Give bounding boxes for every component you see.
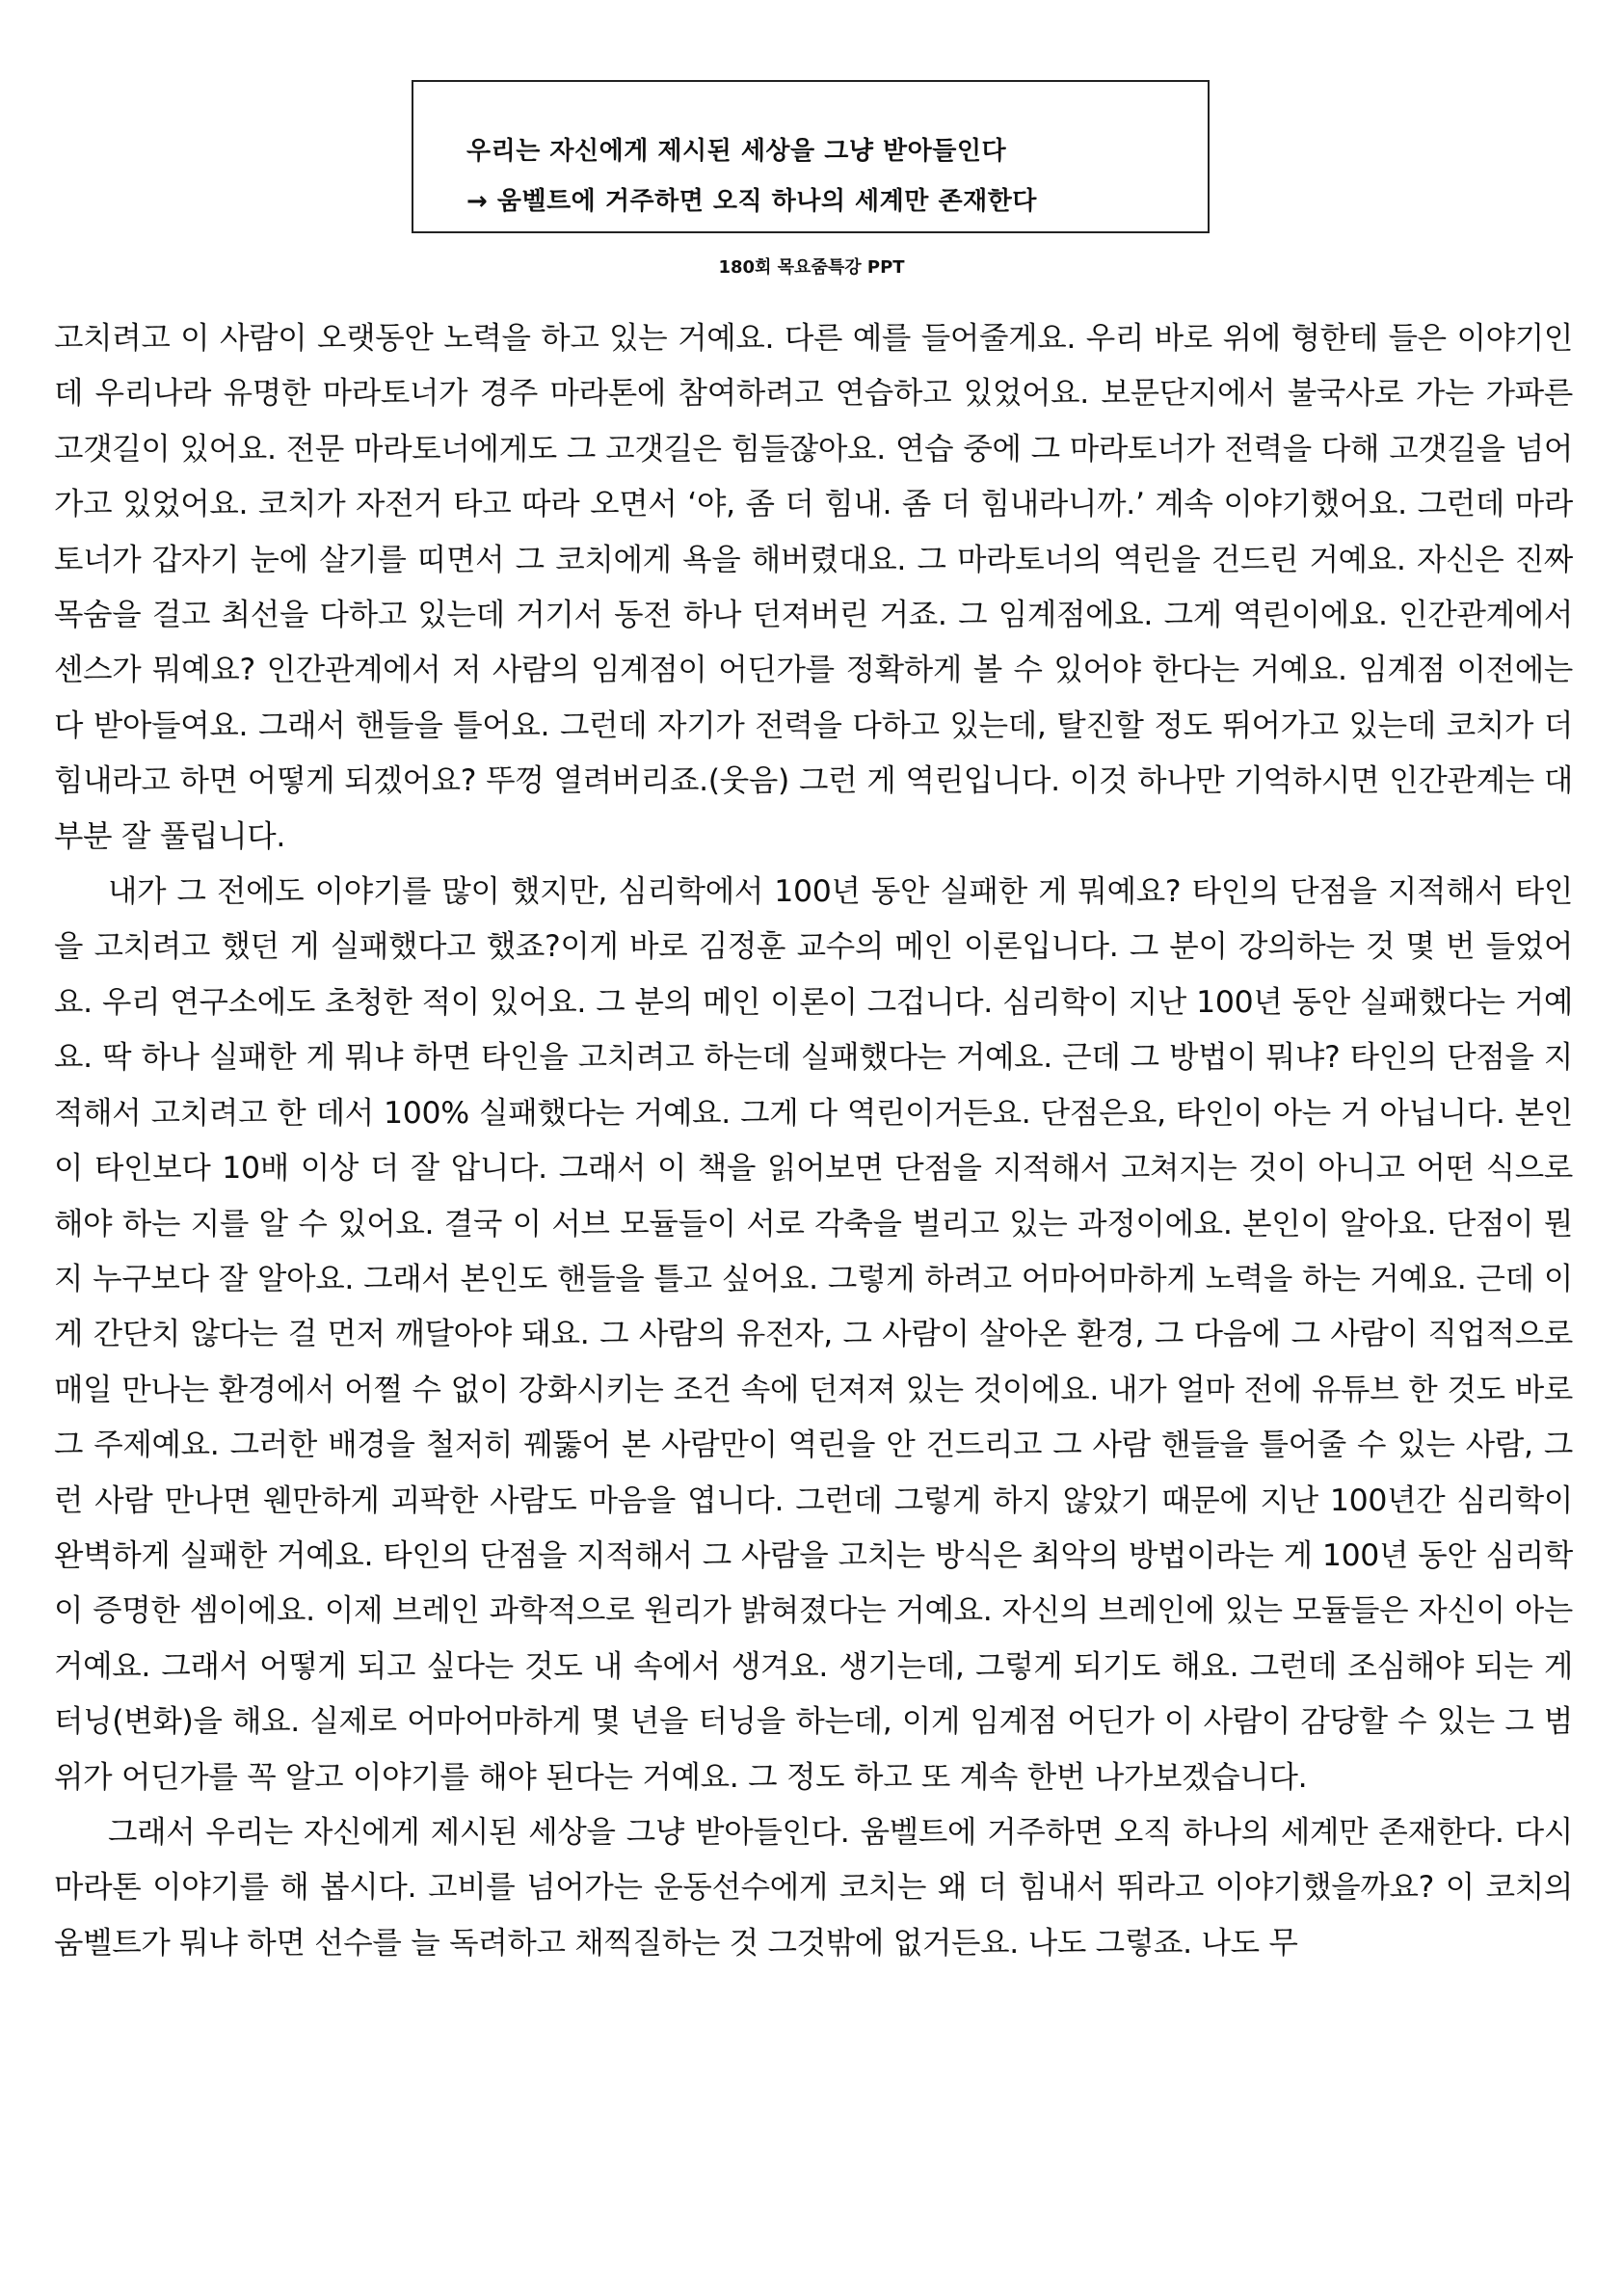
slide-caption: 180회 목요줌특강 PPT: [718, 257, 905, 278]
slide-line-1: 우리는 자신에게 제시된 세상을 그냥 받아들인다: [466, 137, 1007, 166]
slide-line-2: → 움벨트에 거주하면 오직 하나의 세계만 존재한다: [466, 187, 1037, 216]
paragraph-2: 내가 그 전에도 이야기를 많이 했지만, 심리학에서 100년 동안 실패한 게 뭐예요? 타인의 단점을 지적해서 타인을 고치려고 했던 게 실패했다고 했죠?이게 바로 김정훈 교수의 메인 이론입니다. 그 분이 강의하는 것 몇 번 들었어요. 우리 연구소에도 초청한 적이 있어요. 그 분의 메인 이론이 그겁니다. 심리학이 지난 100년 동안 실패했다는 거예요. 딱 하나 실패한 게 뭐냐 하면 타인을 고치려고 하는데 실패했다는 거예요. 근데 그 방법이 뭐냐? 타인의 단점을 지적해서 고치려고 한 데서 100% 실패했다는 거예요. 그게 다 역린이거든요. 단점은요, 타인이 아는 거 아닙니다. 본인이 타인보다 10배 이상 더 잘 압니다. 그래서 이 책을 읽어보면 단점을 지적해서 고쳐지는 것이 아니고 어떤 식으로 해야 하는 지를 알 수 있어요. 결국 이 서브 모듈들이 서로 각축을 벌리고 있는 과정이에요. 본인이 알아요. 단점이 뭔지 누구보다 잘 알아요. 그래서 본인도 핸들을 틀고 싶어요. 그렇게 하려고 어마어마하게 노력을 하는 거예요. 근데 이게 간단치 않다는 걸 먼저 깨달아야 돼요. 그 사람의 유전자, 그 사람이 살아온 환경, 그 다음에 그 사람이 직업적으로 매일 만나는 환경에서 어쩔 수 없이 강화시키는 조건 속에 던져져 있는 것이에요. 내가 얼마 전에 유튜브 한 것도 바로 그 주제예요. 그러한 배경을 철저히 꿰뚫어 본 사람만이 역린을 안 건드리고 그 사람 핸들을 틀어줄 수 있는 사람, 그런 사람 만나면 웬만하게 괴팍한 사람도 마음을 엽니다. 그런데 그렇게 하지 않았기 때문에 지난 100년간 심리학이 완벽하게 실패한 거예요. 타인의 단점을 지적해서 그 사람을 고치는 방식은 최악의 방법이라는 게 100년 동안 심리학이 증명한 셈이에요. 이제 브레인 과학적으로 원리가 밝혀졌다는 거예요. 자신의 브레인에 있는 모듈들은 자신이 아는 거예요. 그래서 어떻게 되고 싶다는 것도 내 속에서 생겨요. 생기는데, 그렇게 되기도 해요. 그런데 조심해야 되는 게 터닝(변화)을 해요. 실제로 어마어마하게 몇 년을 터닝을 하는데, 이게 임계점 어딘가 이 사람이 감당할 수 있는 그 범위가 어딘가를 꼭 알고 이야기를 해야 된다는 거예요. 그 정도 하고 또 계속 한번 나가보겠습니다.: [54, 874, 1573, 1795]
slide-quote-box: [412, 80, 1210, 233]
paragraph-3: 그래서 우리는 자신에게 제시된 세상을 그냥 받아들인다. 움벨트에 거주하면 오직 하나의 세계만 존재한다. 다시 마라톤 이야기를 해 봅시다. 고비를 넘어가는 운동선수에게 코치는 왜 더 힘내서 뛰라고 이야기했을까요? 이 코치의 움벨트가 뭐냐 하면 선수를 늘 독려하고 채찍질하는 것 그것밖에 없거든요. 나도 그렇죠. 나도 무: [54, 1814, 1573, 1961]
transcript-body: [54, 311, 1573, 1971]
paragraph-1: 고치려고 이 사람이 오랫동안 노력을 하고 있는 거예요. 다른 예를 들어줄게요. 우리 바로 위에 형한테 들은 이야기인데 우리나라 유명한 마라토너가 경주 마라톤에 참여하려고 연습하고 있었어요. 보문단지에서 불국사로 가는 가파른 고갯길이 있어요. 전문 마라토너에게도 그 고갯길은 힘들잖아요. 연습 중에 그 마라토너가 전력을 다해 고갯길을 넘어가고 있었어요. 코치가 자전거 타고 따라 오면서 ‘야, 좀 더 힘내. 좀 더 힘내라니까.’ 계속 이야기했어요. 그런데 마라토너가 갑자기 눈에 살기를 띠면서 그 코치에게 욕을 해버렸대요. 그 마라토너의 역린을 건드린 거예요. 자신은 진짜 목숨을 걸고 최선을 다하고 있는데 거기서 동전 하나 던져버린 거죠. 그 임계점에요. 그게 역린이에요. 인간관계에서 센스가 뭐예요? 인간관계에서 저 사람의 임계점이 어딘가를 정확하게 볼 수 있어야 한다는 거예요. 임계점 이전에는 다 받아들여요. 그래서 핸들을 틀어요. 그런데 자기가 전력을 다하고 있는데, 탈진할 정도 뛰어가고 있는데 코치가 더 힘내라고 하면 어떻게 되겠어요? 뚜껑 열려버리죠.(웃음) 그런 게 역린입니다. 이것 하나만 기억하시면 인간관계는 대부분 잘 풀립니다.: [54, 321, 1573, 854]
